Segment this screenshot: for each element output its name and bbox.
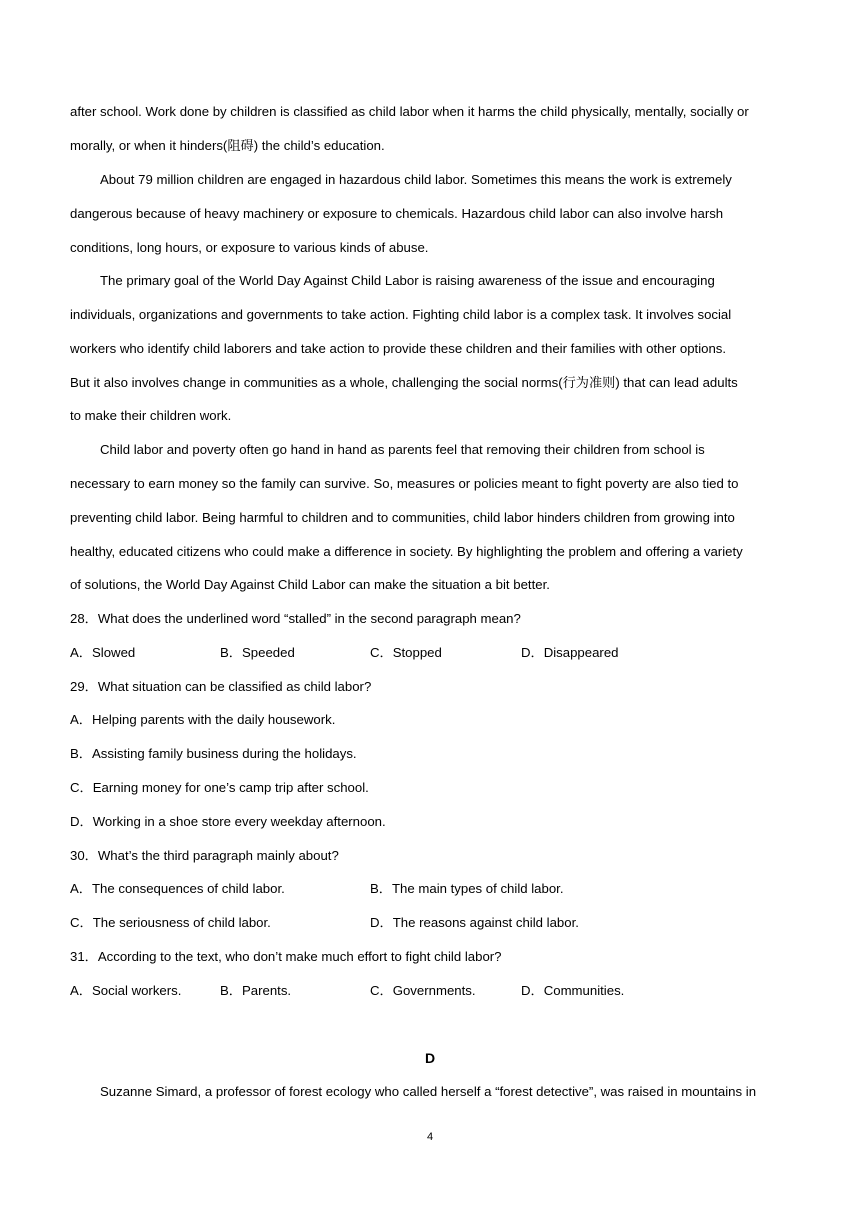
question-31-option-c[interactable]: C．Governments.	[370, 983, 476, 998]
passage-line: workers who identify child laborers and take action to provide these children and their families with other options.	[70, 341, 727, 356]
question-31-option-d[interactable]: D．Communities.	[521, 983, 625, 998]
question-31-option-a[interactable]: A．Social workers.	[70, 983, 182, 998]
question-28-stem: 28．What does the underlined word “stalled” in the second paragraph mean?	[70, 611, 521, 626]
passage-line: But it also involves change in communities as a whole, challenging the social norms(行为准则) that can lead adults	[70, 375, 738, 390]
passage-line: to make their children work.	[70, 408, 232, 423]
passage-line: healthy, educated citizens who could make a difference in society. By highlighting the problem and offering a variety	[70, 544, 743, 559]
passage-line: conditions, long hours, or exposure to various kinds of abuse.	[70, 240, 429, 255]
question-28-option-b[interactable]: B．Speeded	[220, 645, 295, 660]
question-28-option-a[interactable]: A．Slowed	[70, 645, 136, 660]
question-30-stem: 30．What’s the third paragraph mainly about?	[70, 848, 339, 863]
passage-line: of solutions, the World Day Against Child Labor can make the situation a bit better.	[70, 577, 550, 592]
question-29-option-b[interactable]: B．Assisting family business during the holidays.	[70, 746, 357, 761]
passage-line: individuals, organizations and governments to take action. Fighting child labor is a complex task. It involves social	[70, 307, 732, 322]
passage-line: after school. Work done by children is classified as child labor when it harms the child physically, mentally, socially or	[70, 104, 749, 119]
question-28-option-d[interactable]: D．Disappeared	[521, 645, 619, 660]
passage-line: morally, or when it hinders(阻碍) the child’s education.	[70, 138, 385, 153]
question-29-stem: 29．What situation can be classified as child labor?	[70, 679, 372, 694]
question-30-option-b[interactable]: B．The main types of child labor.	[370, 881, 564, 896]
section-d-heading: D	[424, 1050, 436, 1066]
passage-line: About 79 million children are engaged in hazardous child labor. Sometimes this means the work is extremely	[100, 172, 732, 187]
question-29-option-d[interactable]: D．Working in a shoe store every weekday afternoon.	[70, 814, 386, 829]
passage-line: necessary to earn money so the family can survive. So, measures or policies meant to fight poverty are also tied to	[70, 476, 739, 491]
passage-line: preventing child labor. Being harmful to children and to communities, child labor hinders children from growing into	[70, 510, 735, 525]
passage-line: The primary goal of the World Day Against Child Labor is raising awareness of the issue and encouraging	[100, 273, 715, 288]
passage-line: dangerous because of heavy machinery or exposure to chemicals. Hazardous child labor can also involve harsh	[70, 206, 724, 221]
question-28-option-c[interactable]: C．Stopped	[370, 645, 442, 660]
question-31-option-b[interactable]: B．Parents.	[220, 983, 292, 998]
question-29-option-a[interactable]: A．Helping parents with the daily housework.	[70, 712, 336, 727]
question-30-option-c[interactable]: C．The seriousness of child labor.	[70, 915, 271, 930]
passage-line: Child labor and poverty often go hand in hand as parents feel that removing their children from school is	[100, 442, 705, 457]
question-30-option-a[interactable]: A．The consequences of child labor.	[70, 881, 285, 896]
page-number: 4	[426, 1131, 434, 1143]
question-31-stem: 31．According to the text, who don’t make much effort to fight child labor?	[70, 949, 502, 964]
section-d-first-line: Suzanne Simard, a professor of forest ecology who called herself a “forest detective”, was raised in mountains in	[100, 1084, 757, 1099]
question-29-option-c[interactable]: C．Earning money for one’s camp trip after school.	[70, 780, 369, 795]
question-30-option-d[interactable]: D．The reasons against child labor.	[370, 915, 579, 930]
